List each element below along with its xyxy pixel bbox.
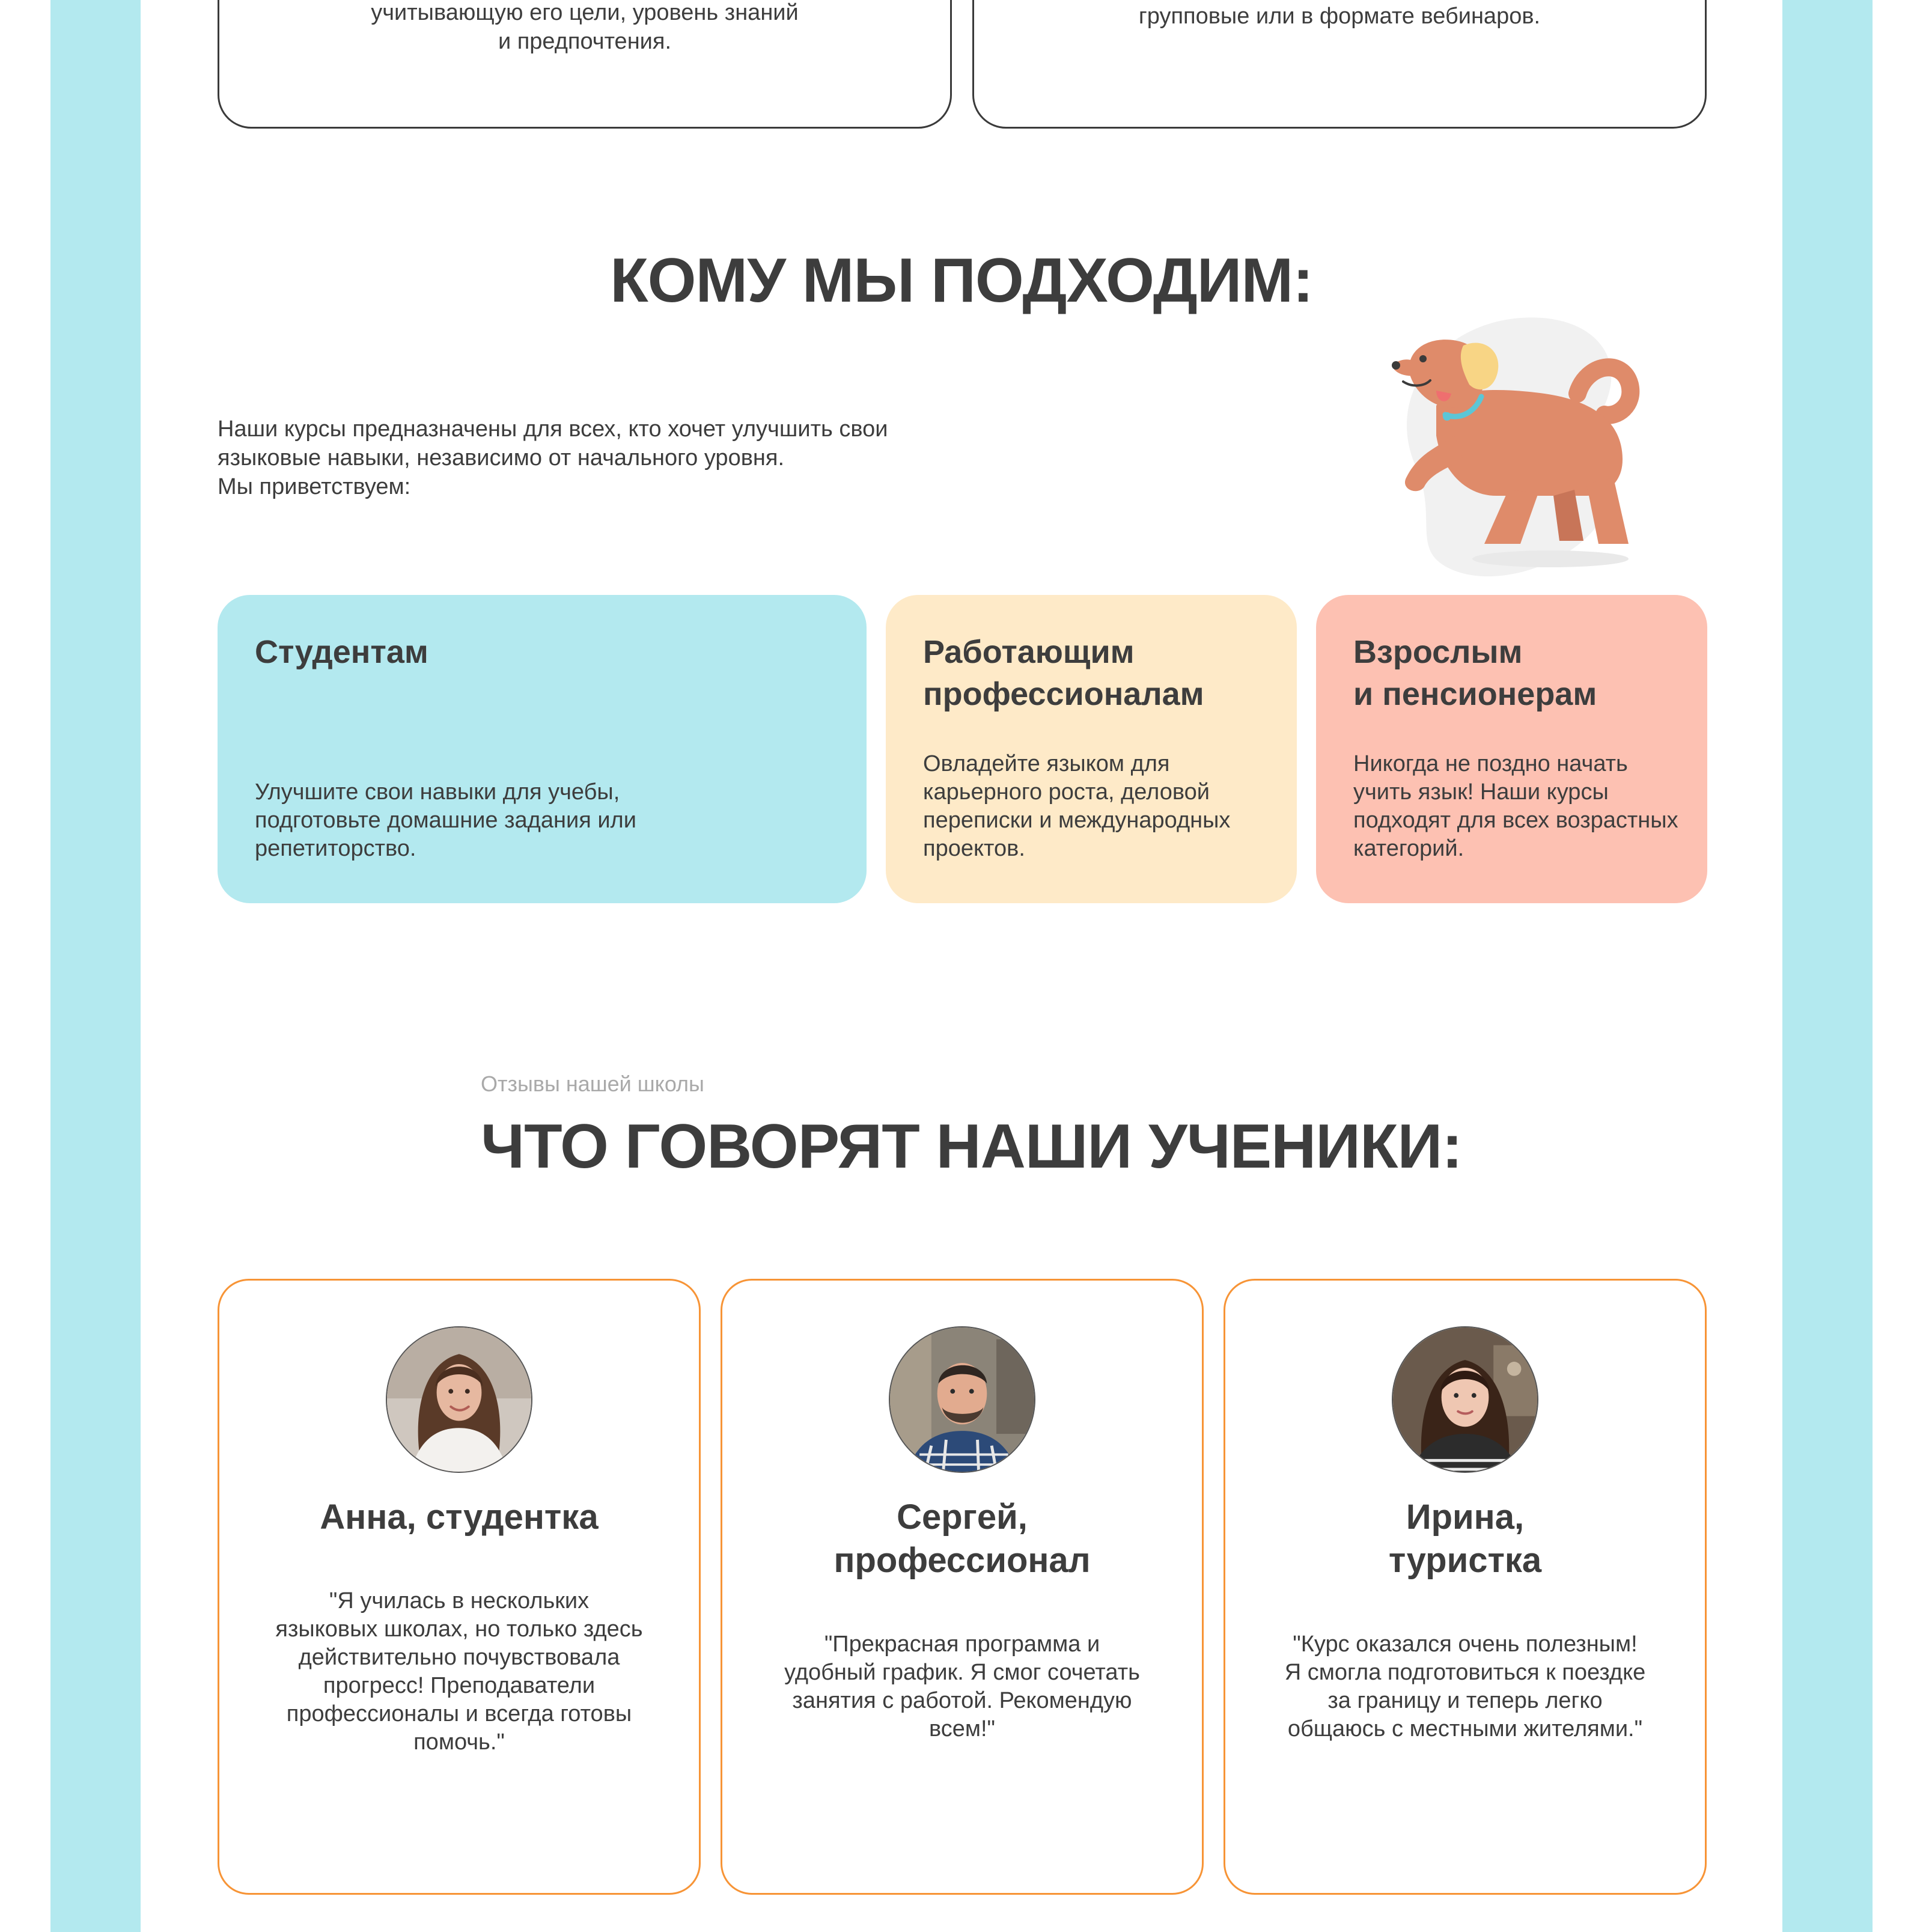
avatar: [386, 1326, 532, 1473]
who-intro-text: Наши курсы предназначены для всех, кто хочет улучшить свои языковые навыки, независимо от начального уровня. Мы приветствуем:: [218, 416, 888, 499]
audience-card-title: Студентам: [255, 634, 428, 670]
review-card: [721, 1279, 1204, 1895]
reviewer-name: Сергей, профессионал: [834, 1498, 1091, 1580]
reviewer-name: Анна, студентка: [320, 1498, 599, 1537]
who-section-title: КОМУ МЫ ПОДХОДИМ:: [610, 246, 1313, 315]
review-quote: "Курс оказался очень полезным! Я смогла подготовиться к поездке за границу и теперь легко общаюсь с местными жителями.": [1284, 1632, 1646, 1742]
audience-card-title: Взрослым и пенсионерам: [1353, 634, 1597, 712]
audience-card-title: Работающим профессионалам: [923, 634, 1204, 712]
feature-card-formats: [972, 0, 1707, 129]
review-card: [218, 1279, 701, 1895]
review-quote: "Я училась в нескольких языковых школах, но только здесь действительно почувствовала прогресс! Преподаватели профессионалы и всегда готовы помочь.": [275, 1588, 643, 1755]
audience-card-students: [218, 595, 867, 903]
review-quote: "Прекрасная программа и удобный график. Я смог сочетать занятия с работой. Рекомендую всем!": [784, 1632, 1140, 1742]
audience-card-text: Улучшите свои навыки для учебы, подготовьте домашние задания или репетиторство.: [255, 779, 636, 861]
avatar: [889, 1326, 1035, 1473]
reviews-overline: Отзывы нашей школы: [481, 1071, 704, 1096]
reviewer-name: Ирина, туристка: [1388, 1498, 1542, 1580]
audience-card-adults: [1316, 595, 1707, 903]
reviews-section-title: ЧТО ГОВОРЯТ НАШИ УЧЕНИКИ:: [481, 1112, 1462, 1181]
audience-card-text: Овладейте языком для карьерного роста, деловой переписки и международных проектов.: [923, 751, 1231, 861]
feature-card-personal-plan: [218, 0, 952, 129]
audience-card-text: Никогда не поздно начать учить язык! Наши курсы подходят для всех возрастных категорий.: [1353, 751, 1678, 861]
dog-illustration-icon: [1346, 315, 1647, 580]
audience-card-professionals: [886, 595, 1297, 903]
avatar: [1392, 1326, 1538, 1473]
review-card: [1224, 1279, 1707, 1895]
feature-card-text: учитывающую его цели, уровень знаний и предпочтения.: [371, 0, 799, 54]
feature-card-text: групповые или в формате вебинаров.: [1138, 4, 1541, 29]
